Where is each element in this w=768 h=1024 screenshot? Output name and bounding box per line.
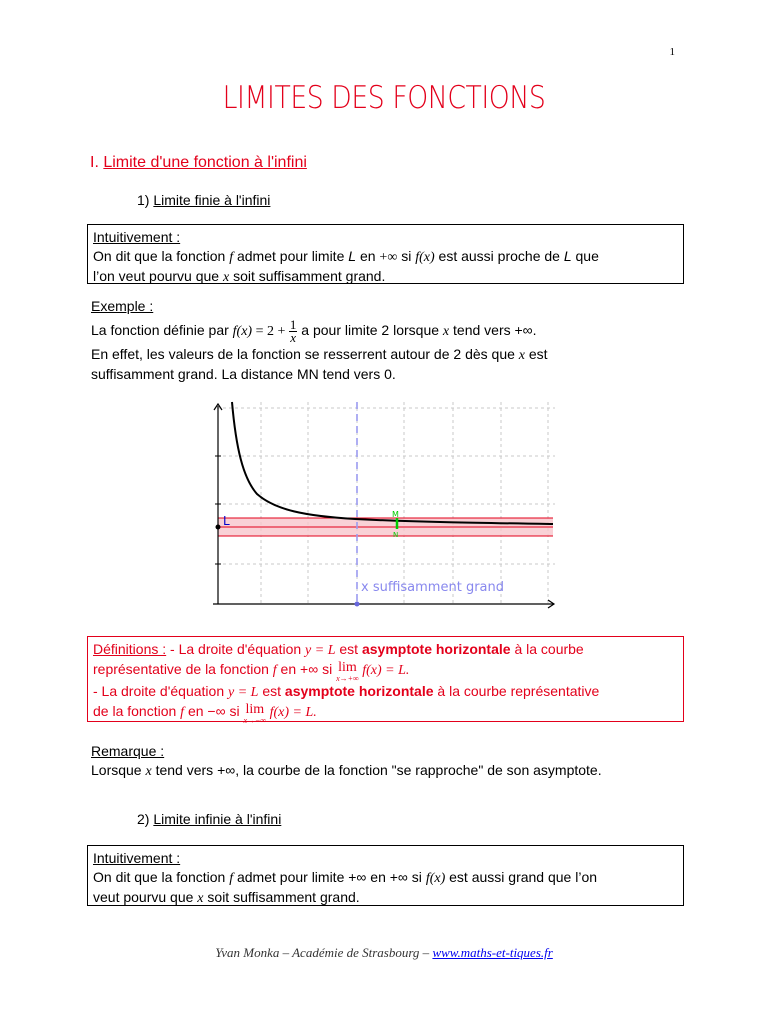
remark-heading: Remarque : bbox=[91, 743, 165, 759]
example-line-3: suffisamment grand. La distance MN tend vers 0. bbox=[91, 366, 396, 382]
subsection-label: Limite finie à l'infini bbox=[153, 192, 271, 208]
fraction: $\frac{1}{x}$ bbox=[289, 317, 297, 345]
section-heading-1 bbox=[90, 154, 307, 172]
page-footer bbox=[0, 945, 768, 961]
section-label: Limite d'une fonction à l'infini bbox=[103, 154, 307, 171]
remark-block bbox=[91, 742, 691, 781]
box-text-line-2: veut pourvu que x soit suffisamment grand. bbox=[93, 889, 360, 906]
subsection-number: 2) bbox=[137, 811, 154, 827]
definitions-box bbox=[87, 636, 684, 725]
label-L: L bbox=[223, 514, 230, 528]
subsection-label: Limite infinie à l'infini bbox=[153, 811, 282, 827]
subsection-heading-2 bbox=[137, 811, 281, 827]
example-block bbox=[91, 297, 691, 384]
asymptote-figure bbox=[205, 398, 561, 610]
definition-line-4: de la fonction f en −∞ si lim x→−∞ f(x) = L. bbox=[93, 702, 317, 725]
section-number: I. bbox=[90, 154, 104, 171]
box-text-line-1: On dit que la fonction f admet pour limite +∞ en +∞ si f(x) est aussi grand que l’on bbox=[93, 869, 598, 886]
label-M: M bbox=[392, 510, 399, 519]
point-on-axis bbox=[216, 525, 221, 530]
intuition-box-2 bbox=[87, 845, 684, 906]
subsection-heading-1 bbox=[137, 192, 270, 208]
box-text-line-2: l’on veut pourvu que x soit suffisamment grand. bbox=[93, 268, 386, 285]
footer-text: Yvan Monka – Académie de Strasbourg – bbox=[215, 945, 433, 960]
threshold-caption: x suffisamment grand bbox=[361, 580, 504, 595]
threshold-point bbox=[355, 602, 360, 607]
definition-line-1: Définitions : - La droite d'équation y = L est asymptote horizontale à la courbe bbox=[93, 641, 584, 658]
limit-minus-inf: lim x→−∞ bbox=[243, 702, 267, 725]
example-line-2: En effet, les valeurs de la fonction se resserrent autour de 2 dès que x est bbox=[91, 346, 548, 363]
box-text-line-1: On dit que la fonction f admet pour limite L en +∞ si f(x) est aussi proche de L que bbox=[93, 248, 599, 265]
example-heading: Exemple : bbox=[91, 298, 154, 314]
remark-text: Lorsque x tend vers +∞, la courbe de la fonction "se rapproche" de son asymptote. bbox=[91, 762, 602, 779]
definition-line-2: représentative de la fonction f en +∞ si lim x→+∞ f(x) = L. bbox=[93, 660, 410, 683]
box-heading: Intuitivement : bbox=[93, 229, 181, 245]
label-N: N bbox=[393, 531, 399, 539]
box-heading: Intuitivement : bbox=[93, 850, 181, 866]
subsection-number: 1) bbox=[137, 192, 154, 208]
limit-plus-inf: lim x→+∞ bbox=[336, 660, 359, 683]
page-title: LIMITES DES FONCTIONS bbox=[222, 80, 546, 116]
definitions-heading: Définitions : bbox=[93, 641, 167, 657]
footer-link[interactable]: www.maths-et-tiques.fr bbox=[432, 945, 553, 960]
intuition-box-1 bbox=[87, 224, 684, 284]
curve bbox=[232, 402, 553, 524]
page-number: 1 bbox=[669, 46, 675, 58]
definition-line-3: - La droite d'équation y = L est asymptote horizontale à la courbe représentative bbox=[93, 683, 600, 700]
example-line-1: La fonction définie par f(x) = 2 + $\frac{1}{x}$ a pour limite 2 lorsque x tend vers +∞. bbox=[91, 317, 537, 345]
grid bbox=[217, 402, 555, 604]
